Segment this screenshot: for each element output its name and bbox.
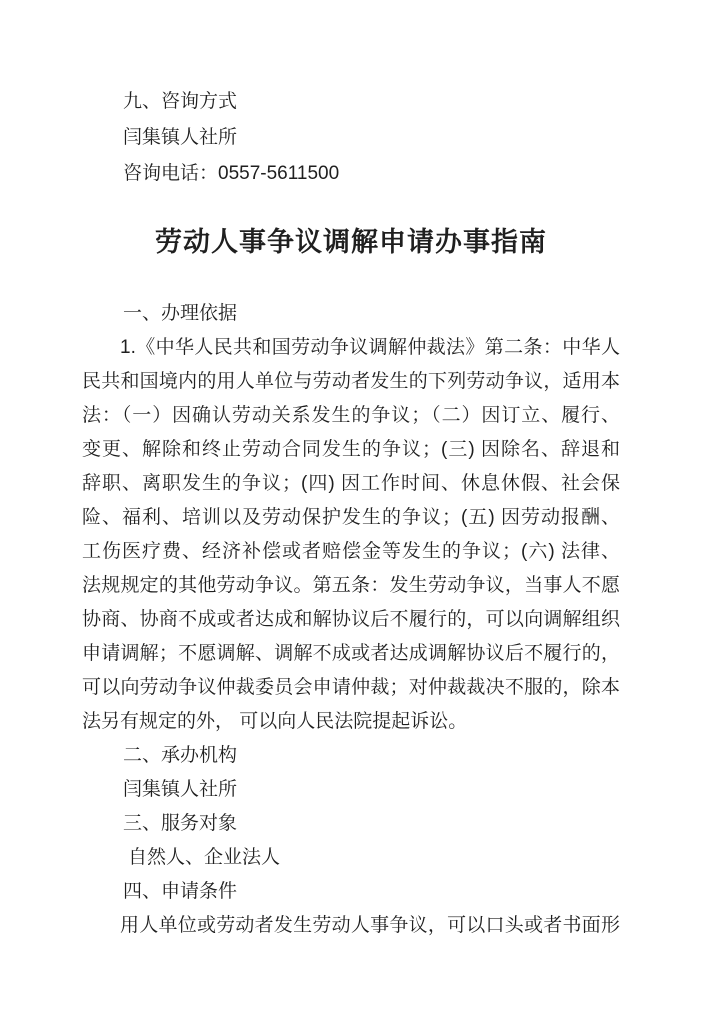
- section-heading-application-conditions: 四、申请条件: [123, 881, 238, 902]
- section-heading-agency: 二、承办机构: [123, 745, 238, 766]
- phone-number-line: 咨询电话：0557-5611500: [123, 163, 340, 184]
- section-heading-service-target: 三、服务对象: [123, 813, 238, 834]
- document-content: [82, 0, 620, 943]
- document-title: 劳动人事争议调解申请办事指南: [155, 227, 547, 257]
- paragraph-line: 协商、协商不成或者达成和解协议后不履行的，可以向调解组织: [82, 609, 620, 630]
- paragraph-line: 辞职、离职发生的争议；(四) 因工作时间、休息休假、社会保: [82, 473, 620, 494]
- paragraph-line: 法规规定的其他劳动争议。第五条：发生劳动争议，当事人不愿: [82, 575, 620, 596]
- paragraph-line: 法：（一）因确认劳动关系发生的争议；（二）因订立、履行、: [82, 405, 620, 426]
- paragraph-line: 申请调解；不愿调解、调解不成或者达成调解协议后不履行的，: [82, 643, 620, 664]
- office-name-line: 闫集镇人社所: [123, 127, 238, 148]
- paragraph-line: 变更、解除和终止劳动合同发生的争议；(三) 因除名、辞退和: [82, 439, 620, 460]
- paragraph-line: 1.《中华人民共和国劳动争议调解仲裁法》第二条：中华人: [120, 337, 620, 358]
- section-heading-basis: 一、办理依据: [123, 303, 238, 324]
- paragraph-line: 法另有规定的外， 可以向人民法院提起诉讼。: [82, 711, 468, 732]
- service-target-line: 自然人、企业法人: [128, 847, 281, 868]
- section-heading-consultation: 九、咨询方式: [123, 91, 238, 112]
- paragraph-line: 可以向劳动争议仲裁委员会申请仲裁；对仲裁裁决不服的，除本: [82, 677, 620, 698]
- application-conditions-line: 用人单位或劳动者发生劳动人事争议，可以口头或者书面形: [120, 915, 620, 936]
- agency-name-line: 闫集镇人社所: [123, 779, 238, 800]
- paragraph-line: 险、福利、培训以及劳动保护发生的争议；(五) 因劳动报酬、: [82, 507, 620, 528]
- paragraph-line: 民共和国境内的用人单位与劳动者发生的下列劳动争议，适用本: [82, 371, 620, 392]
- paragraph-line: 工伤医疗费、经济补偿或者赔偿金等发生的争议；(六) 法律、: [82, 541, 620, 562]
